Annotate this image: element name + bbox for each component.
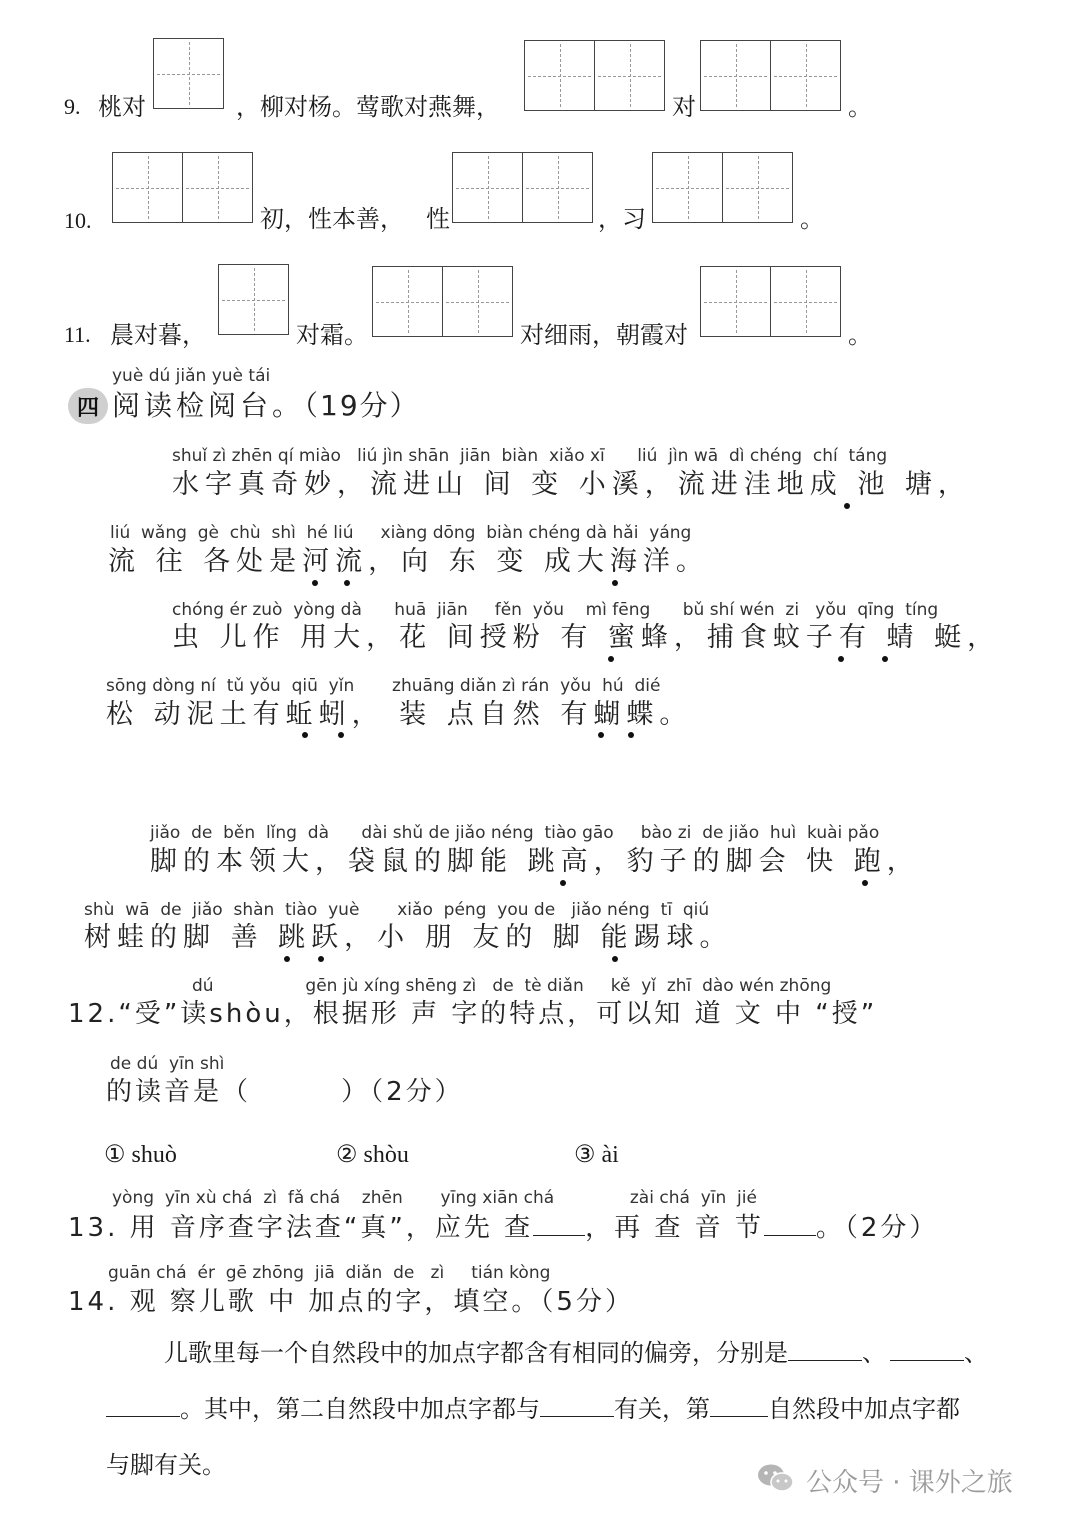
q11-box-3[interactable] (700, 266, 841, 337)
q10-number: 10. (64, 208, 92, 233)
q14-blank-5[interactable] (710, 1416, 768, 1417)
q12-pinyin-1: dú gēn jù xíng shēng zì de tè diǎn kě yǐ zhī dào wén zhōng (192, 976, 832, 996)
watermark-text: 公众号 · 课外之旅 (806, 1468, 1013, 1498)
q13-pinyin: yòng yīn xù chá zì fǎ chá zhēn yīng xiān chá zài chá yīn jié (112, 1188, 757, 1208)
wechat-icon (756, 1462, 796, 1494)
q12-option-1[interactable]: ① shuò (104, 1142, 177, 1168)
poem-line-4: 松 动泥土有蚯蚓， 装 点自然 有蝴蝶。 (106, 699, 693, 730)
q9-text-b: ，柳对杨。莺歌对燕舞， (236, 93, 500, 121)
section-title (112, 390, 420, 422)
q9-box-1[interactable] (153, 38, 224, 109)
q14-sep-1: 、 (862, 1339, 886, 1367)
q10-text-c: ，习 (598, 205, 646, 233)
q11-box-1[interactable] (218, 264, 289, 335)
q14-p1-text: 儿歌里每一个自然段中的加点字都含有相同的偏旁，分别是 (164, 1339, 788, 1367)
q9-box-2[interactable] (524, 40, 665, 111)
q12-pinyin-2: de dú yīn shì (110, 1054, 225, 1074)
q12-line-2: 的读音是（ ）（2分） (106, 1077, 464, 1107)
dot-pao (862, 880, 868, 886)
dot-yin (338, 732, 344, 738)
q14-paragraph-3: 与脚有关。 (106, 1451, 226, 1479)
dot-hu (598, 732, 604, 738)
dot-ti (612, 956, 618, 962)
q13-blank-2[interactable] (764, 1235, 816, 1236)
q12-option-3[interactable]: ③ ài (574, 1142, 619, 1168)
q10-box-1[interactable] (112, 152, 253, 223)
q10-text-d: 。 (800, 205, 824, 233)
q14-blank-4[interactable] (540, 1416, 614, 1417)
dot-yang (612, 580, 618, 586)
dot-tiao2 (284, 956, 290, 962)
section-badge: 四 (68, 388, 108, 424)
q11-number: 11. (64, 322, 91, 347)
q14-p2c-text: 自然段中加点字都 (768, 1395, 960, 1423)
q14-title: 14. 观 察儿歌 中 加点的字，填空。（5分） (68, 1287, 634, 1317)
dot-he (312, 580, 318, 586)
q14-paragraph-1 (164, 1338, 988, 1368)
q11-text-a: 晨对暮， (110, 321, 206, 349)
dot-yue (318, 956, 324, 962)
q12-line-1: 12.“受”读shòu，根据形 声 字的特点，可以知 道 文 中 “授” (68, 999, 878, 1029)
dot-chi (844, 503, 850, 509)
poem-line-3: 虫 儿作 用大，花 间授粉 有 蜜蜂，捕食蚊子有 蜻 蜓， (172, 622, 1001, 653)
section-pinyin: yuè dú jiǎn yuè tái (112, 366, 271, 386)
poem-line-2: 流 往 各处是河流，向 东 变 成大海洋。 (108, 546, 709, 577)
q9-text-d: 。 (848, 93, 872, 121)
q13-text-a: 13. 用 音序查字法查“真”，应先 查 (68, 1213, 534, 1243)
q13-text-c: 。（2分） (815, 1213, 939, 1243)
q11-text-b: 对霜。 (296, 321, 368, 349)
q14-sep-2: 、 (964, 1339, 988, 1367)
q11-text-c: 对细雨，朝霞对 (520, 321, 688, 349)
poem-line-6-pinyin: shù wā de jiǎo shàn tiào yuè xiǎo péng you de jiǎo néng tī qiú (84, 900, 710, 920)
dot-tiao1 (560, 880, 566, 886)
q14-p2a-text: 。其中，第二自然段中加点字都与 (180, 1395, 540, 1423)
q9-text-c: 对 (672, 93, 696, 121)
dot-qiu (302, 732, 308, 738)
dot-feng (608, 656, 614, 662)
q14-blank-2[interactable] (890, 1360, 964, 1361)
q9-number: 9. (64, 94, 81, 119)
dot-liu (344, 580, 350, 586)
q13-line (68, 1212, 938, 1244)
q10-box-3[interactable] (652, 152, 793, 223)
q12-option-2[interactable]: ② shòu (336, 1142, 409, 1168)
q10-text-a: 初，性本善， (260, 205, 404, 233)
section-score: （19分） (304, 389, 420, 422)
poem-line-1: 水字真奇妙，流进山 间 变 小溪，流进洼地成 池 塘， (172, 469, 971, 500)
dot-qing (838, 656, 844, 662)
q14-p2b-text: 有关，第 (614, 1395, 710, 1423)
section-title-text: 阅读检阅台。 (112, 389, 305, 422)
q14-pinyin: guān chá ér gē zhōng jiā diǎn de zì tián kòng (108, 1263, 551, 1283)
q10-text-b: 性 (426, 205, 450, 233)
q9-text-a: 桃对 (98, 93, 146, 121)
q14-blank-1[interactable] (788, 1360, 862, 1361)
q10-box-2[interactable] (452, 152, 593, 223)
q11-text-d: 。 (848, 321, 872, 349)
poem-line-2-pinyin: liú wǎng gè chù shì hé liú xiàng dōng biàn chéng dà hǎi yáng (110, 523, 692, 543)
q9-box-3[interactable] (700, 40, 841, 111)
q14-paragraph-2 (106, 1394, 960, 1424)
q13-blank-1[interactable] (533, 1235, 585, 1236)
q14-blank-3[interactable] (106, 1416, 180, 1417)
poem-line-1-pinyin: shuǐ zì zhēn qí miào liú jìn shān jiān biàn xiǎo xī liú jìn wā dì chéng chí táng (172, 446, 888, 466)
q11-box-2[interactable] (372, 266, 513, 337)
dot-die (628, 732, 634, 738)
poem-line-6: 树蛙的脚 善 跳跃，小 朋 友的 脚 能踢球。 (84, 922, 733, 953)
poem-line-5: 脚的本领大，袋鼠的脚能 跳高，豹子的脚会 快 跑， (150, 846, 920, 877)
dot-ting (882, 656, 888, 662)
poem-line-3-pinyin: chóng ér zuò yòng dà huā jiān fěn yǒu mì fēng bǔ shí wén zi yǒu qīng tíng (172, 600, 939, 620)
poem-line-4-pinyin: sōng dòng ní tǔ yǒu qiū yǐn zhuāng diǎn zì rán yǒu hú dié (106, 676, 661, 696)
q13-text-b: ，再 查 音 节 (585, 1213, 764, 1243)
poem-line-5-pinyin: jiǎo de běn lǐng dà dài shǔ de jiǎo néng tiào gāo bào zi de jiǎo huì kuài pǎo (150, 823, 880, 843)
